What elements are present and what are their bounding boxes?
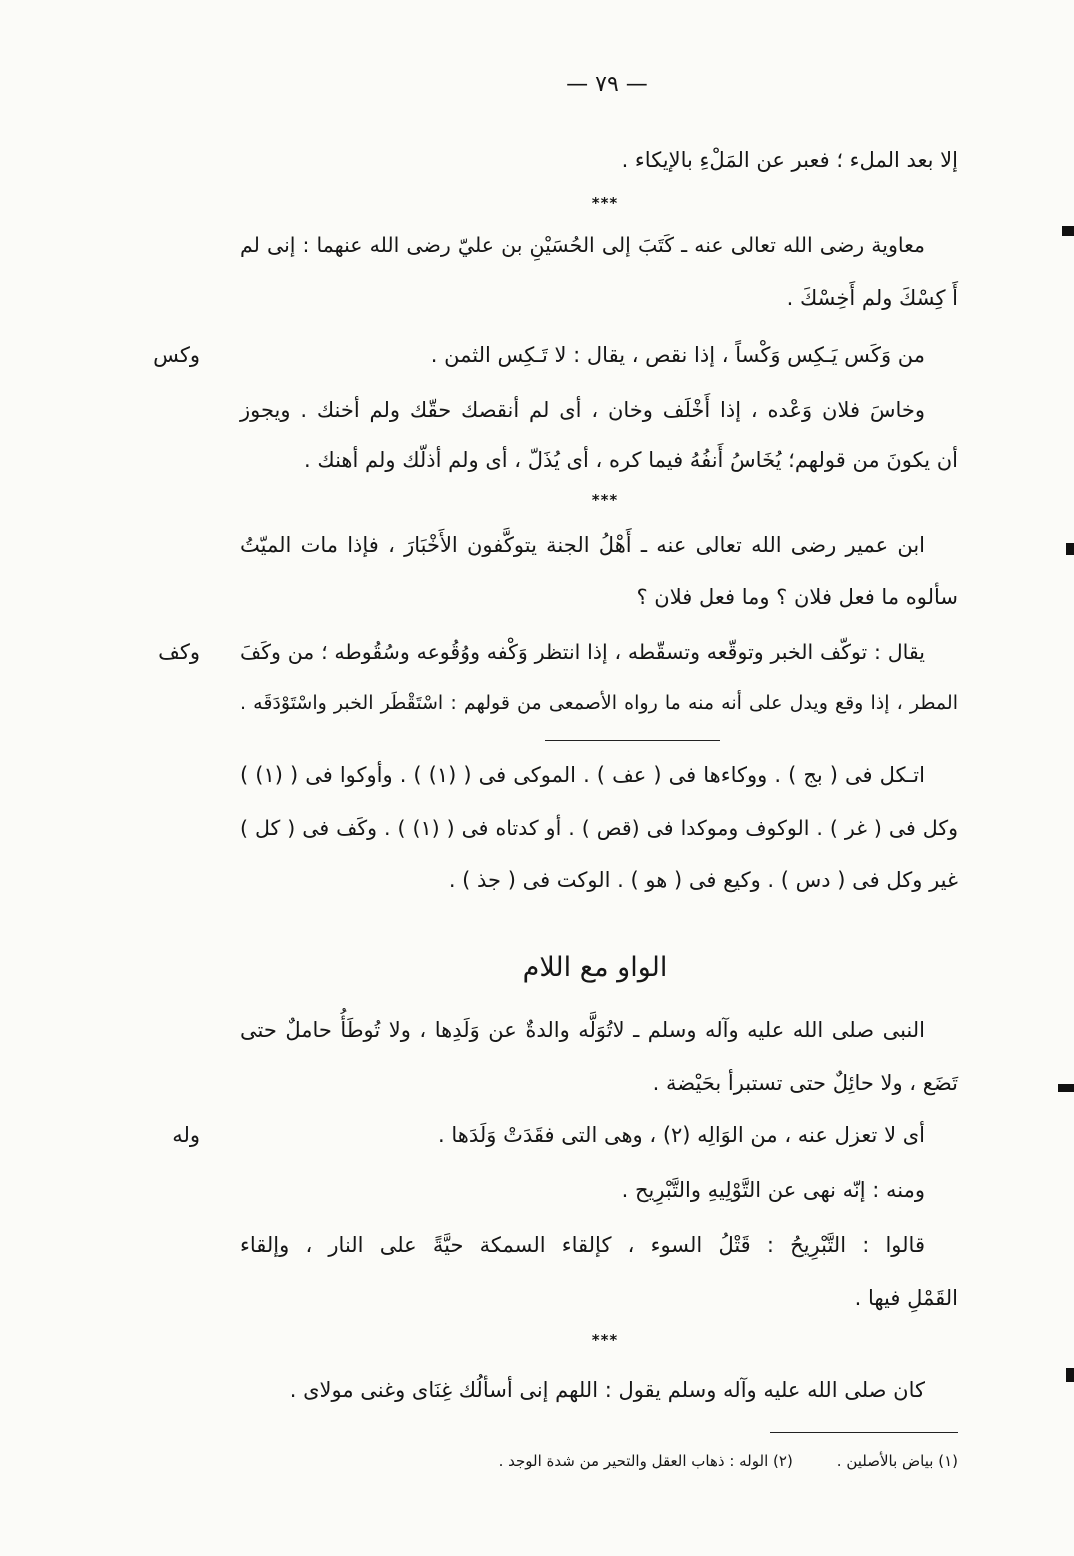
footnote-2: (٢) الوله : ذهاب العقل والتحير من شدة الوجد . bbox=[498, 1452, 793, 1470]
variant-line: وكل فى ( غر ) . الوكوف وموكدا فى (قص ) . أو كدتاه فى ( (١) ) . وكَف فى ( كل ) bbox=[240, 816, 958, 840]
text-line: ومنه : إنّه نهى عن التَّوْلِيهِ والتَّبْرِيح . bbox=[621, 1178, 925, 1202]
text-line: أن يكونَ من قولهم؛ يُخَاسُ أَنفُهُ فيما كره ، أى يُذَلّ ، أى ولم أذلّك ولم أهنك . bbox=[304, 448, 958, 472]
scan-mark bbox=[1066, 1368, 1074, 1382]
text-line-box bbox=[240, 142, 958, 178]
text-line: يقال : توكّف الخبر وتوقّعه وتسقّطه ، إذا انتظر وَكْفه ووُقُوعه وسُقُوطه ؛ من وكَفَ bbox=[240, 640, 925, 664]
text-line-box bbox=[240, 579, 958, 615]
scan-mark bbox=[1066, 543, 1074, 555]
footnote-1: (١) بياض بالأصلين . bbox=[836, 1452, 958, 1470]
footnotes bbox=[358, 1447, 958, 1475]
text-line-box bbox=[240, 280, 958, 316]
section-heading: الواو مع اللام bbox=[522, 952, 668, 983]
text-line-box bbox=[240, 442, 958, 478]
margin-headword: وله bbox=[172, 1123, 200, 1147]
text-line-box bbox=[240, 527, 925, 563]
text-line: المطر ، إذا وقع ويدل على أنه منه ما رواه الأصمعى من قولهم : اسْتَقْطَر الخبر واسْتَوْدَقَه . bbox=[240, 692, 958, 714]
variant-line: اتـكل فى ( بج ) . ووكاءها فى ( عف ) . الموكى فى ( (١) ) . وأوكوا فى ( (١) ) bbox=[239, 763, 925, 787]
variant-line-box bbox=[240, 810, 958, 846]
text-line: ابن عمير رضى الله تعالى عنه ـ أَهْلُ الجنة يتوكَّفون الأَخْبَارَ ، فإذا مات الميّتُ bbox=[240, 533, 925, 557]
page-number: — ٧٩ — bbox=[566, 72, 648, 97]
text-line: قالوا : التَّبْرِيحُ : قَتْلُ السوء ، كإلقاء السمكة حيَّةً على النار ، وإلقاء bbox=[240, 1233, 925, 1257]
section-separator: *** bbox=[591, 491, 619, 509]
text-line: أَ كِسْكَ ولم أَخِسْكَ . bbox=[786, 286, 958, 310]
text-line: سألوه ما فعل فلان ؟ وما فعل فلان ؟ bbox=[636, 585, 958, 609]
section-separator: *** bbox=[591, 1331, 619, 1349]
text-line: من وَكَس يَـكِس وَكْساً ، إذا نقص ، يقال : لا تَـكِس الثمن . bbox=[430, 343, 925, 367]
text-line-box bbox=[240, 337, 925, 373]
text-line: تَضَع ، ولا حائِلٌ حتى تستبرأ بحَيْضة . bbox=[652, 1071, 958, 1095]
text-line-box bbox=[240, 1117, 925, 1153]
text-line: إلا بعد الملء ؛ فعبر عن المَلْءِ بالإيكاء . bbox=[621, 148, 958, 172]
text-line-box bbox=[240, 685, 958, 721]
text-line: وخاسَ فلان وَعْده ، إذا أَخْلَف وخان ، أى لم أنقصك حقّك ولم أخنك . ويجوز bbox=[240, 398, 925, 422]
scan-mark bbox=[1062, 226, 1074, 236]
text-line: معاوية رضى الله تعالى عنه ـ كَتَبَ إلى الحُسَيْنِ بن عليّ رضى الله عنهما : إنى لم bbox=[240, 233, 925, 257]
variant-line: غير وكل فى ( دس ) . وكيع فى ( هو ) . الوكت فى ( جذ ) . bbox=[448, 868, 958, 892]
text-line-box bbox=[240, 1280, 958, 1316]
text-line-box bbox=[240, 227, 925, 263]
margin-headword: وكس bbox=[153, 343, 200, 367]
text-line: النبى صلى الله عليه وآله وسلم ـ لاتُوَلَّه والدةٌ عن وَلَدِها ، ولا تُوطَأُ حاملٌ حتى bbox=[240, 1018, 925, 1042]
text-line-box bbox=[240, 1065, 958, 1101]
text-line-box bbox=[240, 1227, 925, 1263]
text-line-box bbox=[240, 1012, 925, 1048]
section-separator: *** bbox=[591, 194, 619, 212]
text-line-box bbox=[240, 634, 925, 670]
scan-mark bbox=[1058, 1084, 1074, 1092]
text-line-box bbox=[240, 392, 925, 428]
text-line: كان صلى الله عليه وآله وسلم يقول : اللهم إنى أسألُك غِنَاى وغنى مولاى . bbox=[289, 1378, 925, 1402]
variants-divider bbox=[545, 740, 720, 741]
text-line: القَمْلِ فيها . bbox=[854, 1286, 958, 1310]
margin-headword: وكف bbox=[158, 640, 200, 664]
text-line-box bbox=[240, 1172, 925, 1208]
variant-line-box bbox=[240, 757, 925, 793]
text-line: أى لا تعزل عنه ، من الوَالِه (٢) ، وهى التى فقَدَتْ وَلَدَها . bbox=[438, 1123, 925, 1147]
footnote-divider bbox=[770, 1432, 958, 1433]
text-line-box bbox=[240, 1372, 925, 1408]
variant-line-box bbox=[240, 862, 958, 898]
